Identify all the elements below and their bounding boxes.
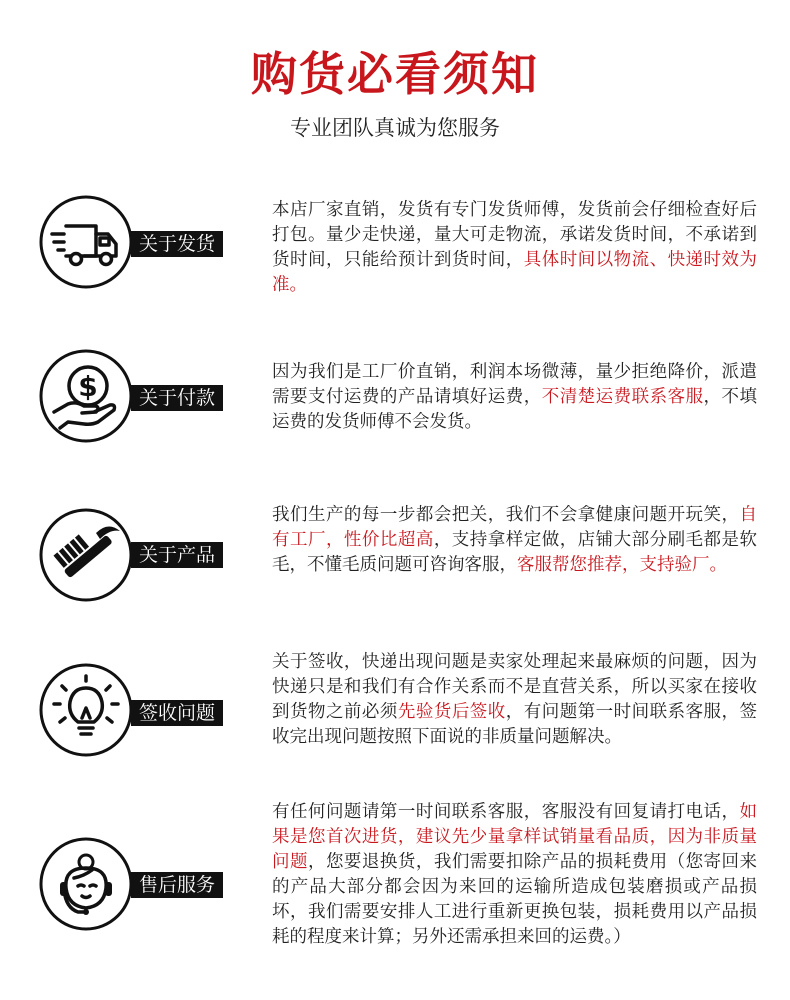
body-text: 关于签收，快递出现问题是卖家处理起来最麻烦的问题，因为快递只是和我们有合作关系而不是直营关系，所以买家在接收到货物之前必须 (272, 652, 757, 722)
highlighted-text: 自有工厂，性价比超高 (272, 505, 757, 550)
highlighted-text: 客服帮您推荐，支持验厂。 (517, 555, 727, 575)
highlighted-text: 先验货后签收 (397, 702, 506, 722)
body-text: 有任何问题请第一时间联系客服，客服没有回复请打电话， (272, 802, 740, 822)
highlighted-text: 如果是您首次进货，建议先少量拿样试销量看品质，因为非质量问题 (272, 802, 757, 872)
body-text: 本店厂家直销，发货有专门发货师傅，发货前会仔细检查好后打包。量少走快递，量大可走物流，承诺发货时间，不承诺到货时间，只能给预计到货时间， (272, 200, 757, 270)
page-subtitle: 专业团队真诚为您服务 (290, 116, 500, 140)
toothbrush-icon (38, 507, 134, 603)
section-label: 关于付款 (131, 385, 223, 411)
customer-service-headset-icon (38, 836, 134, 932)
body-text: 我们生产的每一步都会把关，我们不会拿健康问题开玩笑， (272, 505, 740, 525)
section-text (272, 360, 757, 435)
page-title: 购货必看须知 (251, 47, 539, 101)
section-label: 售后服务 (131, 872, 223, 898)
body-text: ，您要退换货，我们需要扣除产品的损耗费用（您寄回来的产品大部分都会因为来回的运输所造成包装磨损或产品损坏，我们需要安排人工进行重新更换包装，损耗费用以产品损耗的程度来计算；另外还需承担来回的运费。） (272, 852, 758, 947)
body-text: ，不填运费的发货师傅不会发货。 (272, 387, 758, 432)
section-text (272, 800, 757, 950)
section-text (272, 198, 757, 298)
delivery-truck-icon (38, 194, 134, 290)
section-text (272, 503, 757, 578)
body-text: 因为我们是工厂价直销，利润本场微薄，量少拒绝降价，派遣需要支付运费的产品请填好运费， (272, 362, 757, 407)
section-label: 关于产品 (131, 542, 223, 568)
highlighted-text: 具体时间以物流、快递时效为准。 (272, 250, 758, 295)
lightbulb-icon (38, 662, 134, 758)
highlighted-text: 不清楚运费联系客服 (541, 387, 704, 407)
body-text: ，有问题第一时间联系客服，签收完出现问题按照下面说的非质量问题解决。 (272, 702, 758, 747)
svg-text:$: $ (78, 370, 98, 403)
section-label: 签收问题 (131, 700, 223, 726)
dollar-coin-hand-icon (38, 348, 134, 444)
section-text (272, 650, 757, 750)
body-text: ，支持拿样定做，店铺大部分刷毛都是软毛，不懂毛质问题可咨询客服， (272, 530, 757, 575)
section-label: 关于发货 (131, 231, 223, 257)
